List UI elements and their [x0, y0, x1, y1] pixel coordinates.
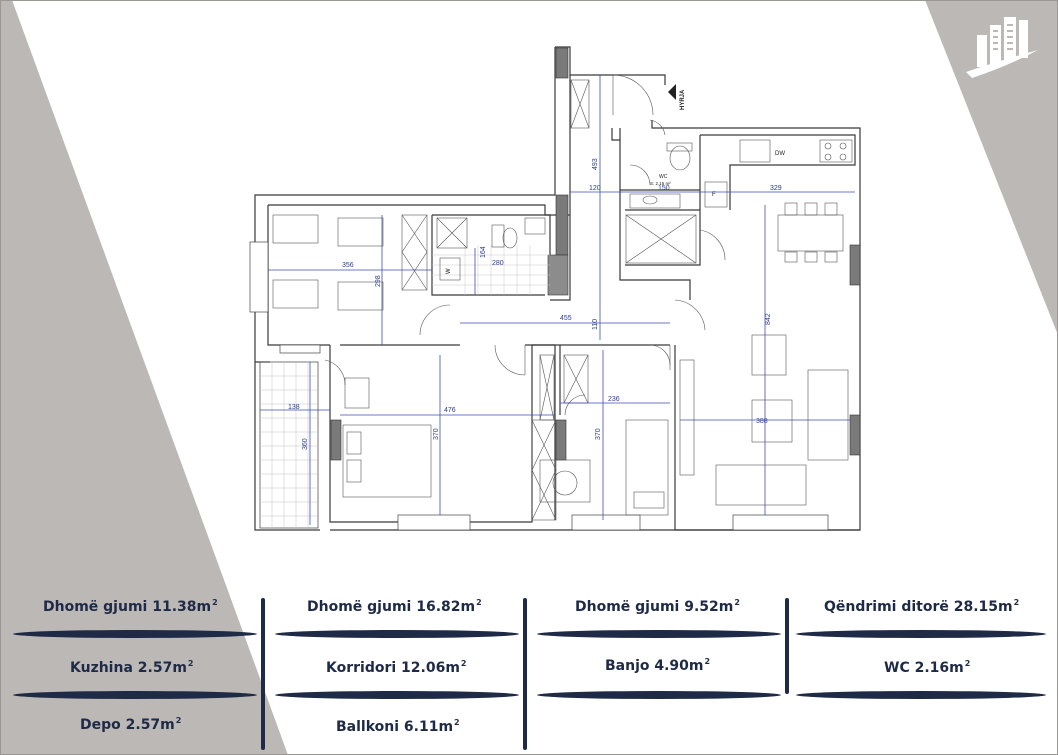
room-area: WC $2.16m^2$ — [884, 659, 971, 676]
balcony-grid — [260, 362, 318, 528]
dim-label: 120 — [589, 185, 601, 192]
dim-label: 455 — [560, 315, 572, 322]
dim-label: 236 — [608, 396, 620, 403]
dim-label: 842 — [765, 313, 772, 325]
entrance-label: HYRJA — [680, 89, 686, 110]
room-area: Dhomë gjumi $16.82m^2$ — [307, 598, 482, 615]
dim-label: 360 — [302, 438, 309, 450]
dim-label: 370 — [595, 428, 602, 440]
dim-label: 329 — [770, 185, 782, 192]
dim-label: 164 — [480, 246, 487, 258]
dim-label: 476 — [444, 407, 456, 414]
dim-label: 493 — [592, 158, 599, 170]
dim-label: 356 — [342, 262, 354, 269]
wc-label: WC — [659, 174, 668, 180]
room-area: Banjo $4.90m^2$ — [605, 657, 711, 674]
dim-label: 370 — [433, 428, 440, 440]
dim-label: 388 — [756, 418, 768, 425]
room-area: Ballkoni $6.11m^2$ — [336, 718, 460, 735]
room-area: Kuzhina $2.57m^2$ — [70, 659, 194, 676]
dishwasher-label: DW — [775, 151, 785, 157]
room-area: Dhomë gjumi $9.52m^2$ — [575, 598, 740, 615]
dim-label: 150 — [658, 185, 670, 192]
dim-label: 298 — [375, 275, 382, 287]
room-area: Korridori $12.06m^2$ — [326, 659, 467, 676]
dim-label: 110 — [592, 318, 599, 330]
dim-label: 138 — [288, 404, 300, 411]
fridge-label: F — [712, 192, 716, 198]
room-area: Dhomë gjumi $11.38m^2$ — [43, 598, 218, 615]
dim-label: 280 — [492, 260, 504, 267]
entrance-arrow-icon — [668, 84, 676, 100]
washer-label: W — [446, 268, 452, 274]
room-area: Qëndrimi ditorë $28.15m^2$ — [824, 598, 1020, 615]
wc-area-label: S: 2.16 m² — [650, 181, 671, 186]
room-area: Depo $2.57m^2$ — [80, 716, 182, 733]
